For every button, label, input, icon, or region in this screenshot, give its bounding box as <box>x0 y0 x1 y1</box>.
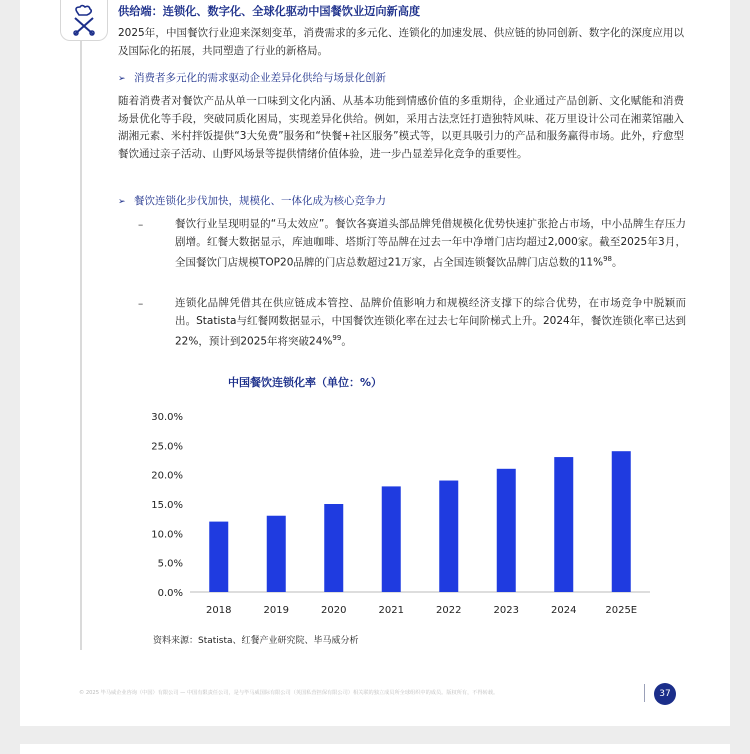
x-tick-label: 2023 <box>493 605 519 616</box>
y-tick-label: 5.0% <box>157 558 183 570</box>
bullet-text: 餐饮行业呈现明显的“马太效应”。餐饮各赛道头部品牌凭借规模化优势快速扩张抢占市场，中小品牌生存压力剧增。红餐大数据显示，库迪咖啡、塔斯汀等品牌在过去一年中净增门店均超过2,000家。截至2025年3月，全国餐饮门店规模TOP20品牌的门店总数超过21万家，占全国连锁餐饮品牌门店总数的11% <box>175 218 686 269</box>
bullet-text: 连锁化品牌凭借其在供应链成本管控、品牌价值影响力和规模经济支撑下的综合优势，在市场竞争中脱颖而出。Statista与红餐网数据显示，中国餐饮连锁化率在过去七年间阶梯式上升。2024年，餐饮连锁化率已达到22%，预计到2025年将突破24% <box>175 297 686 348</box>
x-tick-label: 2021 <box>378 605 404 616</box>
x-tick-label: 2019 <box>263 605 289 616</box>
chevron-right-icon: ➢ <box>118 197 126 207</box>
source-note: 资料来源：Statista、红餐产业研究院、毕马威分析 <box>153 636 359 646</box>
y-tick-label: 0.0% <box>157 588 183 599</box>
footnote-ref: 98 <box>603 255 612 264</box>
x-tick-label: 2025E <box>605 605 638 616</box>
subheading-text: 消费者多元化的需求驱动企业差异化供给与场景化创新 <box>134 72 386 84</box>
bar-2024 <box>554 457 573 592</box>
bar-2023 <box>497 469 516 592</box>
y-tick-label: 15.0% <box>151 500 183 511</box>
footer-divider <box>644 684 645 702</box>
bullet-matthew-effect: 餐饮行业呈现明显的“马太效应”。餐饮各赛道头部品牌凭借规模化优势快速扩张抢占市场，中小品牌生存压力剧增。红餐大数据显示，库迪咖啡、塔斯汀等品牌在过去一年中净增门店均超过2,000家。截至2025年3月，全国餐饮门店规模TOP20品牌的门店总数超过21万家，占全国连锁餐饮品牌门店总数的11%$^{98}$。 <box>175 218 686 269</box>
footnote-ref: 99 <box>332 334 342 343</box>
chevron-right-icon: ➢ <box>118 74 126 84</box>
next-page-edge <box>20 744 730 754</box>
chart-title: 中国餐饮连锁化率（单位：%） <box>227 376 383 389</box>
bullet-dash: – <box>138 219 144 231</box>
section-side-rule <box>80 40 82 650</box>
y-tick-label: 10.0% <box>151 529 183 541</box>
bar-2019 <box>267 516 286 592</box>
bar-2025E <box>612 451 631 592</box>
x-tick-label: 2020 <box>321 605 347 616</box>
copyright-footer: © 2025 毕马威企业咨询（中国）有限公司 — 中国有限责任公司，是与毕马威国际有限公司（英国私营担保有限公司）相关联的独立成员所全球组织中的成员。版权所有，不得转载。 <box>79 690 499 696</box>
bullet-dash: – <box>138 298 144 310</box>
x-tick-label: 2024 <box>551 605 577 616</box>
subheading-text: 餐饮连锁化步伐加快，规模化、一体化成为核心竞争力 <box>134 195 386 207</box>
consumer-demand-paragraph: 随着消费者对餐饮产品从单一口味到文化内涵、从基本功能到情感价值的多重期待，企业通过产品创新、文化赋能和消费场景优化等手段，突破同质化困局，实现差异化供给。例如，采用古法烹饪打造独特风味、花万里设计公司在湘菜馆融入湖湘元素、米村拌饭提供“3大免费”服务和“快餐+社区服务”模式等，以更具吸引力的产品和服务赢得市场。此外，疗愈型餐饮通过亲子活动、山野风场景等提供情绪价值体验，进一步凸显差异化竞争的重要性。 <box>118 95 684 160</box>
section-heading: 供给端：连锁化、数字化、全球化驱动中国餐饮业迈向新高度 <box>118 5 421 18</box>
subheading-chain-expansion <box>118 193 386 208</box>
y-tick-label: 25.0% <box>151 441 183 453</box>
chef-utensils-icon <box>60 0 108 41</box>
x-tick-label: 2018 <box>206 605 232 616</box>
y-tick-label: 20.0% <box>151 470 183 482</box>
x-tick-label: 2022 <box>436 605 462 616</box>
bullet-chain-advantage: 连锁化品牌凭借其在供应链成本管控、品牌价值影响力和规模经济支撑下的综合优势，在市场竞争中脱颖而出。Statista与红餐网数据显示，中国餐饮连锁化率在过去七年间阶梯式上升。2024年，餐饮连锁化率已达到22%，预计到2025年将突破24%$^{99}$。 <box>175 297 686 348</box>
y-tick-label: 30.0% <box>151 412 183 423</box>
bar-2021 <box>382 486 401 592</box>
intro-paragraph: 2025年，中国餐饮行业迎来深刻变革，消费需求的多元化、连锁化的加速发展、供应链的协同创新、数字化的深度应用以及国际化的拓展，共同塑造了行业的新格局。 <box>118 27 684 57</box>
bar-2022 <box>439 481 458 592</box>
chain-rate-bar-chart <box>140 400 660 625</box>
page-number: 37 <box>654 683 676 705</box>
subheading-consumer-demand <box>118 70 386 85</box>
bar-2018 <box>209 522 228 592</box>
bar-2020 <box>324 504 343 592</box>
